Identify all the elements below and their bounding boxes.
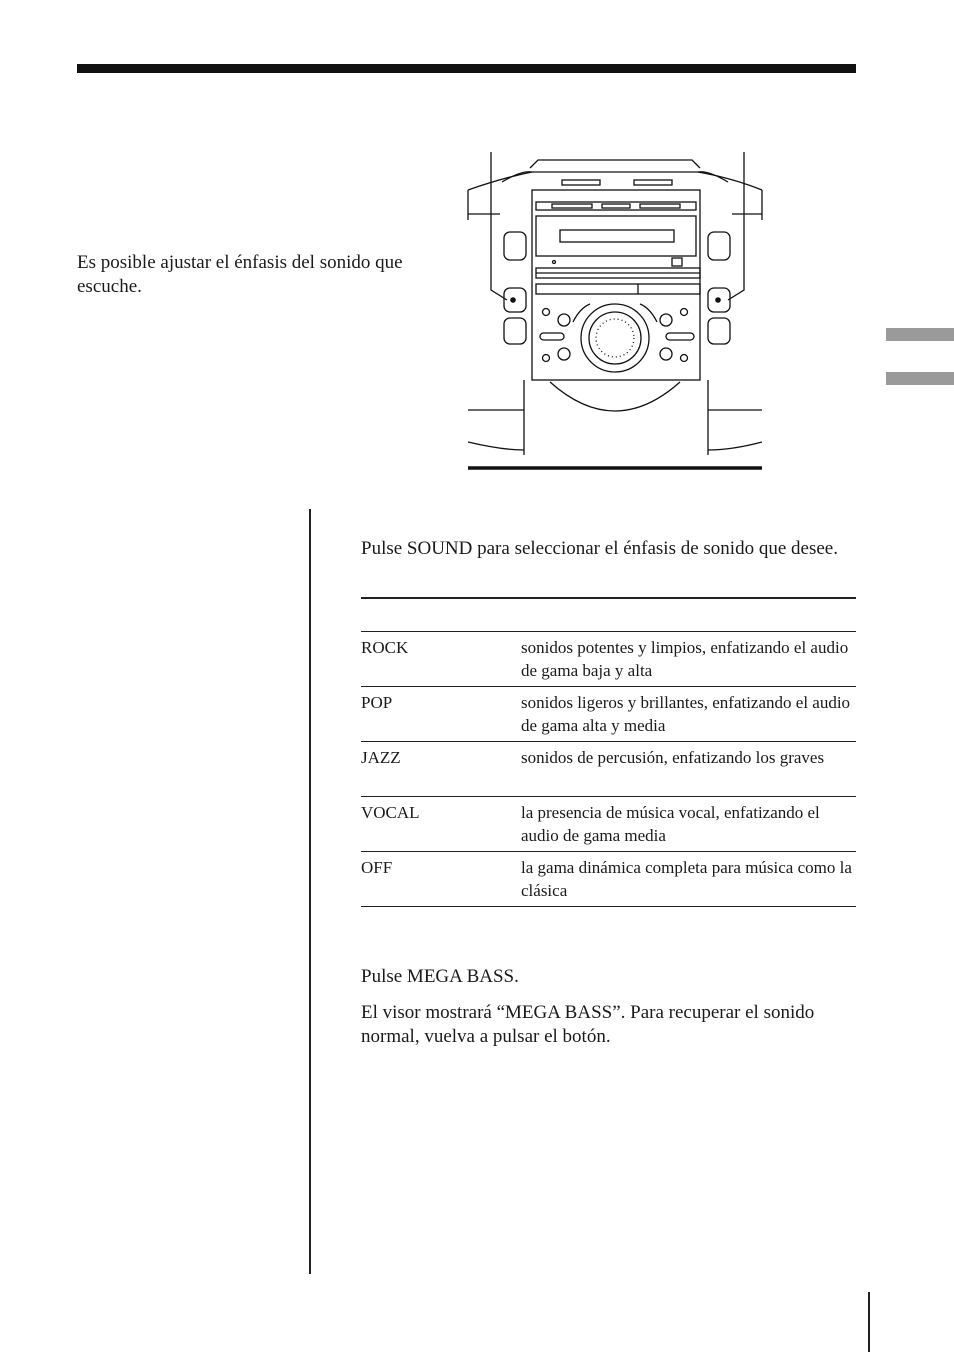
mega-bass-callout-line bbox=[728, 152, 744, 300]
table-top-rule bbox=[361, 597, 856, 631]
mode-cell: OFF bbox=[361, 858, 393, 877]
section-tab-marker bbox=[886, 328, 954, 341]
table-row bbox=[361, 852, 856, 907]
sound-mode-table bbox=[361, 597, 856, 907]
mode-cell: ROCK bbox=[361, 638, 409, 657]
column-divider bbox=[309, 509, 311, 1274]
mode-cell: POP bbox=[361, 693, 393, 712]
table-row bbox=[361, 742, 856, 797]
mode-cell: JAZZ bbox=[361, 748, 401, 767]
footer-rule bbox=[868, 1292, 870, 1352]
description-cell: sonidos de percusión, enfatizando los graves bbox=[521, 748, 825, 767]
table-row bbox=[361, 687, 856, 742]
table-row bbox=[361, 632, 856, 687]
description-cell: sonidos ligeros y brillantes, enfatizando el audio de gama alta y media bbox=[521, 693, 851, 735]
description-cell: la gama dinámica completa para música como la clásica bbox=[521, 858, 852, 900]
step2-text: Pulse MEGA BASS. bbox=[361, 966, 519, 987]
table-row bbox=[361, 797, 856, 852]
step2-note-text: El visor mostrará “MEGA BASS”. Para recuperar el sonido normal, vuelva a pulsar el botón. bbox=[361, 1002, 815, 1047]
intro-text: Es posible ajustar el énfasis del sonido que escuche. bbox=[77, 252, 403, 297]
step1-text: Pulse SOUND para seleccionar el énfasis de sonido que desee. bbox=[361, 538, 838, 559]
description-cell: la presencia de música vocal, enfatizando el audio de gama media bbox=[521, 803, 820, 845]
sound-callout-line bbox=[491, 152, 507, 300]
description-cell: sonidos potentes y limpios, enfatizando el audio de gama baja y alta bbox=[521, 638, 849, 680]
header-rule bbox=[77, 64, 856, 73]
section-tab-marker bbox=[886, 372, 954, 385]
mode-cell: VOCAL bbox=[361, 803, 420, 822]
stereo-illustration bbox=[462, 150, 768, 475]
